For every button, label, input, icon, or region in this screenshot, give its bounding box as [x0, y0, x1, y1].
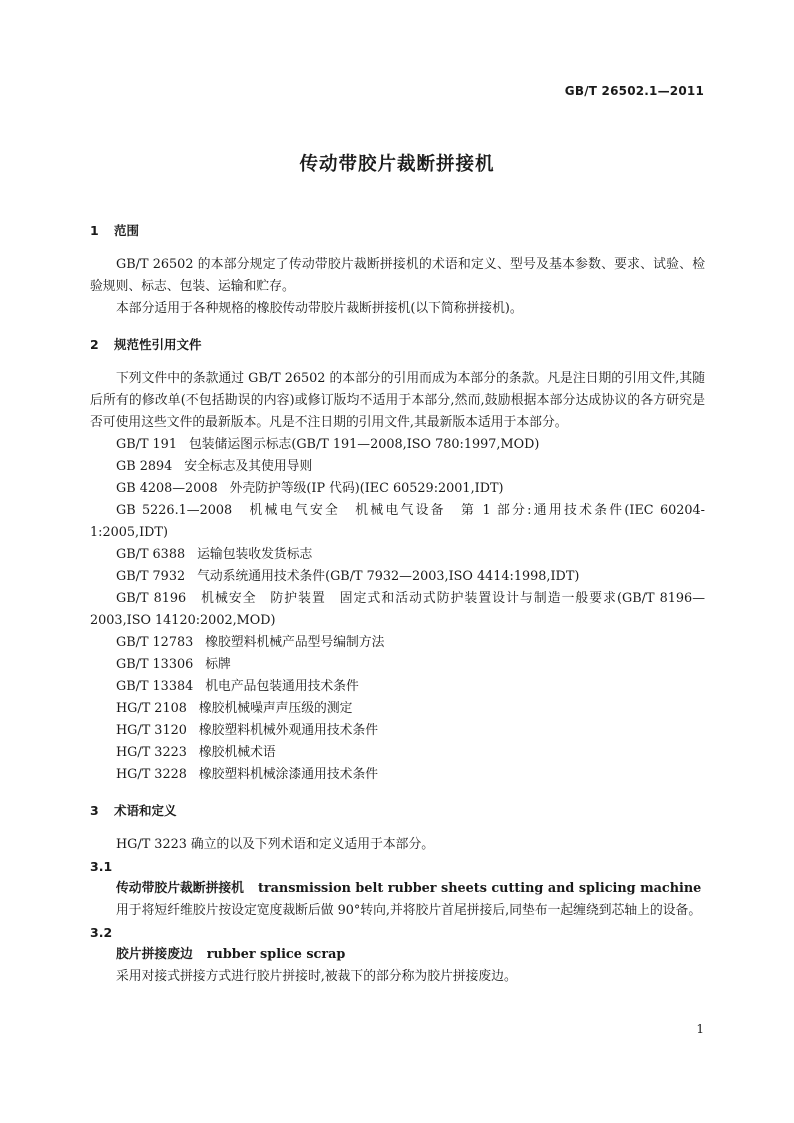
- reference-code: GB/T 13384: [116, 679, 194, 694]
- section-number: 3: [90, 803, 99, 818]
- reference-title: 安全标志及其使用导则: [184, 459, 313, 474]
- reference-title: 气动系统通用技术条件(GB/T 7932—2003,ISO 4414:1998,IDT): [197, 569, 580, 584]
- reference-item: [90, 544, 705, 566]
- reference-title: 橡胶塑料机械外观通用技术条件: [198, 723, 379, 738]
- section-2-heading: [90, 334, 705, 356]
- reference-code: GB/T 7932: [116, 569, 186, 584]
- section-title: 术语和定义: [114, 803, 177, 818]
- reference-item: [90, 720, 705, 742]
- reference-item: [90, 764, 705, 786]
- paragraph: HG/T 3223 确立的以及下列术语和定义适用于本部分。: [116, 837, 435, 852]
- section-number: 2: [90, 337, 99, 352]
- section-title: 范围: [114, 223, 140, 238]
- section-title: 规范性引用文件: [114, 337, 202, 352]
- reference-code: GB 4208—2008: [116, 481, 218, 496]
- reference-item: [90, 742, 705, 764]
- reference-item: [90, 698, 705, 720]
- section-number: 1: [90, 223, 99, 238]
- term-chinese: 传动带胶片裁断拼接机: [116, 881, 244, 896]
- reference-title: 橡胶机械术语: [198, 745, 276, 760]
- term-english: rubber splice scrap: [206, 947, 346, 962]
- paragraph: 下列文件中的条款通过 GB/T 26502 的本部分的引用而成为本部分的条款。凡是注日期的引用文件,其随后所有的修改单(不包括勘误的内容)或修订版均不适用于本部分,然而,鼓励根据本部分达成协议的各方研究是否可使用这些文件的最新版本。凡是不注日期的引用文件,其最新版本适用于本部分。: [90, 371, 705, 430]
- reference-title: 橡胶塑料机械涂漆通用技术条件: [198, 767, 379, 782]
- reference-item: [90, 676, 705, 698]
- reference-title: 橡胶机械噪声声压级的测定: [198, 701, 353, 716]
- reference-item: GB/T 8196 机械安全 防护装置 固定式和活动式防护装置设计与制造一般要求(GB/T 8196—2003,ISO 14120:2002,MOD): [90, 591, 705, 628]
- document-title: 传动带胶片裁断拼接机: [299, 154, 495, 175]
- reference-item: [90, 566, 705, 588]
- term-number: 3.1: [90, 859, 113, 874]
- term-definition: 用于将短纤维胶片按设定宽度裁断后做 90°转向,并将胶片首尾拼接后,同垫布一起缠绕到芯轴上的设备。: [116, 903, 702, 918]
- paragraph: 本部分适用于各种规格的橡胶传动带胶片裁断拼接机(以下简称拼接机)。: [116, 301, 523, 316]
- reference-item: [90, 478, 705, 500]
- reference-title: 外壳防护等级(IP 代码)(IEC 60529:2001,IDT): [229, 481, 504, 496]
- term-heading: [90, 878, 705, 900]
- reference-code: GB 2894: [116, 459, 173, 474]
- reference-item: [90, 456, 705, 478]
- reference-title: 包装储运图示标志(GB/T 191—2008,ISO 780:1997,MOD): [188, 437, 540, 452]
- reference-code: GB/T 12783: [116, 635, 194, 650]
- reference-code: GB/T 6388: [116, 547, 186, 562]
- term-definition: 采用对接式拼接方式进行胶片拼接时,被裁下的部分称为胶片拼接废边。: [116, 969, 517, 984]
- reference-item: [90, 632, 705, 654]
- standard-code: GB/T 26502.1—2011: [564, 84, 704, 98]
- reference-code: HG/T 3120: [116, 723, 187, 738]
- page-number: 1: [696, 1022, 704, 1036]
- reference-item: [90, 654, 705, 676]
- document-body: [90, 220, 705, 988]
- reference-title: 运输包装收发货标志: [197, 547, 313, 562]
- reference-code: HG/T 2108: [116, 701, 187, 716]
- reference-code: GB/T 13306: [116, 657, 194, 672]
- term-chinese: 胶片拼接废边: [116, 947, 193, 962]
- reference-code: HG/T 3228: [116, 767, 187, 782]
- term-english: transmission belt rubber sheets cutting and splicing machine: [257, 881, 702, 896]
- reference-title: 标牌: [205, 657, 231, 672]
- reference-code: HG/T 3223: [116, 745, 187, 760]
- section-3-heading: [90, 800, 705, 822]
- reference-item: GB 5226.1—2008 机械电气安全 机械电气设备 第 1 部分:通用技术条件(IEC 60204-1:2005,IDT): [90, 503, 705, 540]
- reference-title: 橡胶塑料机械产品型号编制方法: [205, 635, 385, 650]
- term-heading: [90, 944, 705, 966]
- reference-code: GB/T 191: [116, 437, 177, 452]
- reference-title: 机电产品包装通用技术条件: [205, 679, 359, 694]
- reference-item: [90, 434, 705, 456]
- paragraph: GB/T 26502 的本部分规定了传动带胶片裁断拼接机的术语和定义、型号及基本参数、要求、试验、检验规则、标志、包装、运输和贮存。: [90, 257, 705, 294]
- section-1-heading: [90, 220, 705, 242]
- term-number: 3.2: [90, 925, 113, 940]
